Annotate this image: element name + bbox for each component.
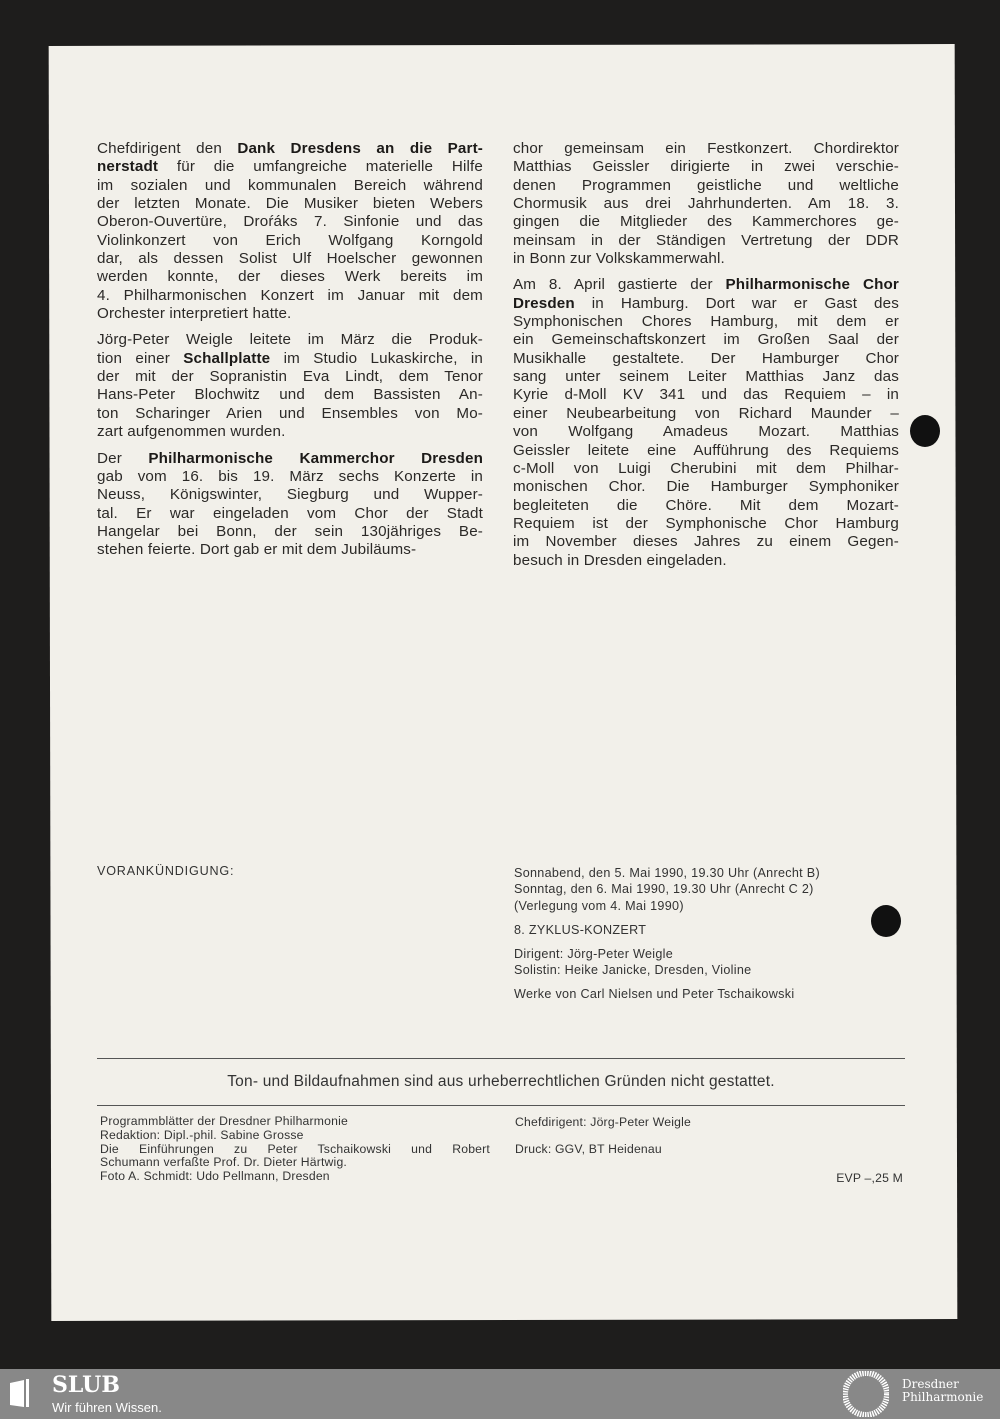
text-segment: Hans-Peter Blochwitz und dem Bassisten An- — [97, 386, 483, 404]
text-segment: Orchester interpretiert hatte. — [97, 305, 292, 323]
text-segment: Am 8. April gastierte der — [513, 276, 726, 294]
text-segment: Neuss, Königswinter, Siegburg und Wupper- — [97, 486, 483, 504]
text-segment: monischen Chor. Die Hamburger Symphoniker — [513, 478, 899, 496]
bold-text: Dank Dresdens an die Part- — [237, 140, 483, 157]
text-line — [513, 386, 899, 404]
bold-text: Philharmonische Chor — [725, 276, 899, 294]
text-line — [97, 468, 483, 486]
text-line — [97, 486, 483, 504]
text-line — [97, 195, 483, 213]
article-column-right — [513, 140, 899, 578]
article-paragraph — [97, 140, 483, 323]
text-segment: der mit der Sopranistin Eva Lindt, dem Tenor — [97, 368, 483, 386]
text-segment: von Wolfgang Amadeus Mozart. Matthias — [513, 423, 899, 441]
text-line — [97, 450, 483, 468]
text-line — [513, 533, 899, 551]
text-line — [97, 505, 483, 523]
text-line — [513, 276, 899, 294]
text-segment: Kyrie d-Moll KV 341 und das Requiem – in — [513, 386, 899, 404]
recording-notice: Ton- und Bildaufnahmen sind aus urheberrechtlichen Gründen nicht gestattet. — [227, 1073, 775, 1090]
text-segment: Der — [97, 449, 149, 467]
imprint-price: EVP –,25 M — [836, 1171, 903, 1185]
preview-block — [514, 865, 820, 1002]
imprint-left — [100, 1115, 490, 1184]
text-line — [513, 442, 899, 460]
text-segment: tion einer — [97, 349, 184, 367]
text-segment: gingen die Mitglieder des Kammerchores ge- — [513, 213, 899, 231]
text-segment: Matthias Geissler dirigierte in zwei verschie- — [513, 158, 899, 176]
punch-hole — [910, 415, 940, 447]
text-segment: Requiem ist der Symphonische Chor Hamburg — [513, 514, 899, 532]
bold-text: nerstadt — [97, 158, 159, 176]
imprint-line: Foto A. Schmidt: Udo Pellmann, Dresden — [100, 1169, 330, 1184]
text-segment: stehen feierte. Dort gab er mit dem Jubiläums- — [97, 541, 417, 559]
partner-line-2: Philharmonie — [902, 1390, 984, 1404]
text-line — [513, 368, 899, 386]
text-segment: meinsam in der Ständigen Vertretung der DDR — [513, 231, 899, 249]
text-segment: dar, als dessen Solist Ulf Hoelscher gewonnen — [97, 250, 483, 268]
imprint-line: Redaktion: Dipl.-phil. Sabine Grosse — [100, 1127, 304, 1142]
preview-date-1: Sonnabend, den 5. Mai 1990, 19.30 Uhr (Anrecht B) — [514, 866, 820, 880]
text-line — [513, 313, 899, 331]
text-line — [97, 331, 483, 349]
text-segment: Geissler leitete eine Aufführung des Requiems — [513, 441, 899, 459]
text-segment: in Bonn zur Volkskammerwahl. — [513, 250, 725, 268]
text-segment: im Studio Lukaskirche, in — [270, 349, 483, 367]
article-paragraph — [97, 331, 483, 441]
text-line — [513, 423, 899, 441]
bold-text: Philharmonische Kammerchor Dresden — [148, 449, 483, 467]
article-column-left — [97, 140, 483, 568]
text-segment: einer Neubearbeitung von Richard Maunder – — [513, 404, 899, 422]
text-segment: Jörg-Peter Weigle leitete im März die Produk- — [97, 331, 483, 349]
text-line — [97, 213, 483, 231]
text-segment: begleiteten die Chöre. Mit dem Mozart- — [513, 496, 899, 514]
text-segment: gab vom 16. bis 19. März sechs Konzerte in — [97, 467, 483, 485]
text-segment: tal. Er war eingeladen vom Chor der Stadt — [97, 504, 483, 522]
text-line — [97, 268, 483, 286]
text-line — [97, 350, 483, 368]
text-line — [97, 250, 483, 268]
text-segment: werden konnte, der dieses Werk bereits im — [97, 268, 483, 286]
article-paragraph — [513, 140, 899, 268]
preview-heading: VORANKÜNDIGUNG: — [97, 864, 235, 878]
imprint-line: Die Einführungen zu Peter Tschaikowski und Robert — [100, 1141, 490, 1156]
bold-text: Schallplatte — [183, 349, 271, 367]
text-line — [97, 368, 483, 386]
text-segment: der letzten Monate. Die Musiker bieten Webers — [97, 195, 483, 213]
imprint-chief-conductor: Chefdirigent: Jörg-Peter Weigle — [515, 1115, 692, 1129]
text-line — [513, 250, 899, 268]
text-segment: in Hamburg. Dort war er Gast des — [574, 294, 899, 312]
text-line — [513, 478, 899, 496]
text-segment: c-Moll von Luigi Cherubini mit dem Philhar- — [513, 459, 899, 477]
text-segment: Oberon-Ouvertüre, Droŕáks 7. Sinfonie und das — [97, 213, 483, 231]
punch-hole — [871, 905, 901, 937]
article-paragraph — [513, 276, 899, 570]
preview-conductor: Dirigent: Jörg-Peter Weigle — [514, 947, 674, 962]
text-line — [513, 295, 899, 313]
text-segment: ein Gemeinschaftskonzert im Großen Saal der — [513, 331, 899, 349]
text-line — [97, 177, 483, 195]
viewer-footer-bar — [0, 1369, 1000, 1419]
text-line — [97, 541, 483, 559]
partner-line-1: Dresdner — [902, 1377, 959, 1391]
text-segment: ton Scharinger Arien und Ensembles von Mo- — [97, 404, 483, 422]
text-line — [513, 232, 899, 250]
text-segment: Violinkonzert von Erich Wolfgang Korngold — [97, 231, 483, 249]
text-line — [513, 177, 899, 195]
imprint-line: Programmblätter der Dresdner Philharmonie — [100, 1114, 348, 1128]
text-segment: zart aufgenommen wurden. — [97, 423, 286, 441]
article-paragraph — [97, 450, 483, 560]
preview-date-2: Sonntag, den 6. Mai 1990, 19.30 Uhr (Anrecht C 2) — [514, 882, 814, 897]
slub-name[interactable]: SLUB — [52, 1372, 120, 1398]
text-line — [513, 195, 899, 213]
text-line — [97, 232, 483, 250]
text-line — [97, 305, 483, 323]
text-line — [513, 460, 899, 478]
text-line — [97, 386, 483, 404]
text-line — [97, 405, 483, 423]
text-segment: besuch in Dresden eingeladen. — [513, 551, 727, 569]
text-line — [513, 405, 899, 423]
text-line — [97, 523, 483, 541]
text-segment: denen Programmen geistliche und weltliche — [513, 176, 899, 194]
preview-works: Werke von Carl Nielsen und Peter Tschaikowski — [514, 986, 795, 1001]
dresdner-philharmonie-logo-icon — [843, 1371, 889, 1417]
text-segment: für die umfangreiche materielle Hilfe — [158, 158, 483, 176]
slub-logo-icon — [8, 1377, 34, 1409]
text-segment: Symphonischen Chores Hamburg, mit dem er — [513, 313, 899, 331]
text-line — [97, 158, 483, 176]
text-segment: im sozialen und kommunalen Bereich während — [97, 176, 483, 194]
text-line — [97, 287, 483, 305]
text-line — [513, 140, 899, 158]
divider — [97, 1058, 905, 1059]
imprint-printer: Druck: GGV, BT Heidenau — [515, 1142, 662, 1156]
text-line — [513, 158, 899, 176]
text-segment: chor gemeinsam ein Festkonzert. Chordirektor — [513, 140, 899, 157]
text-line — [513, 552, 899, 570]
text-line — [513, 497, 899, 515]
partner-name[interactable] — [902, 1378, 983, 1404]
slub-tagline: Wir führen Wissen. — [52, 1400, 162, 1415]
text-segment: Chormusik aus drei Jahrhunderten. Am 18. 3. — [513, 195, 899, 213]
preview-date-note: (Verlegung vom 4. Mai 1990) — [514, 898, 684, 913]
text-line — [97, 423, 483, 441]
text-line — [97, 140, 483, 158]
divider — [97, 1105, 905, 1106]
text-segment: Hangelar bei Bonn, der sein 130jähriges Be- — [97, 522, 483, 540]
text-segment: sang unter seinem Leiter Matthias Janz das — [513, 368, 899, 386]
text-segment: Musikhalle gestaltete. Der Hamburger Chor — [513, 349, 899, 367]
text-line — [513, 350, 899, 368]
text-segment: 4. Philharmonischen Konzert im Januar mit dem — [97, 286, 483, 304]
text-line — [513, 331, 899, 349]
text-line — [513, 515, 899, 533]
bold-text: Dresden — [513, 294, 575, 312]
preview-concert: 8. ZYKLUS-KONZERT — [514, 922, 647, 937]
text-segment: Chefdirigent den — [97, 140, 238, 157]
text-line — [513, 213, 899, 231]
imprint-line: Schumann verfaßte Prof. Dr. Dieter Härtwig. — [100, 1155, 348, 1170]
text-segment: im November dieses Jahres zu einem Gegen- — [513, 533, 899, 551]
preview-soloist: Solistin: Heike Janicke, Dresden, Violine — [514, 963, 752, 978]
